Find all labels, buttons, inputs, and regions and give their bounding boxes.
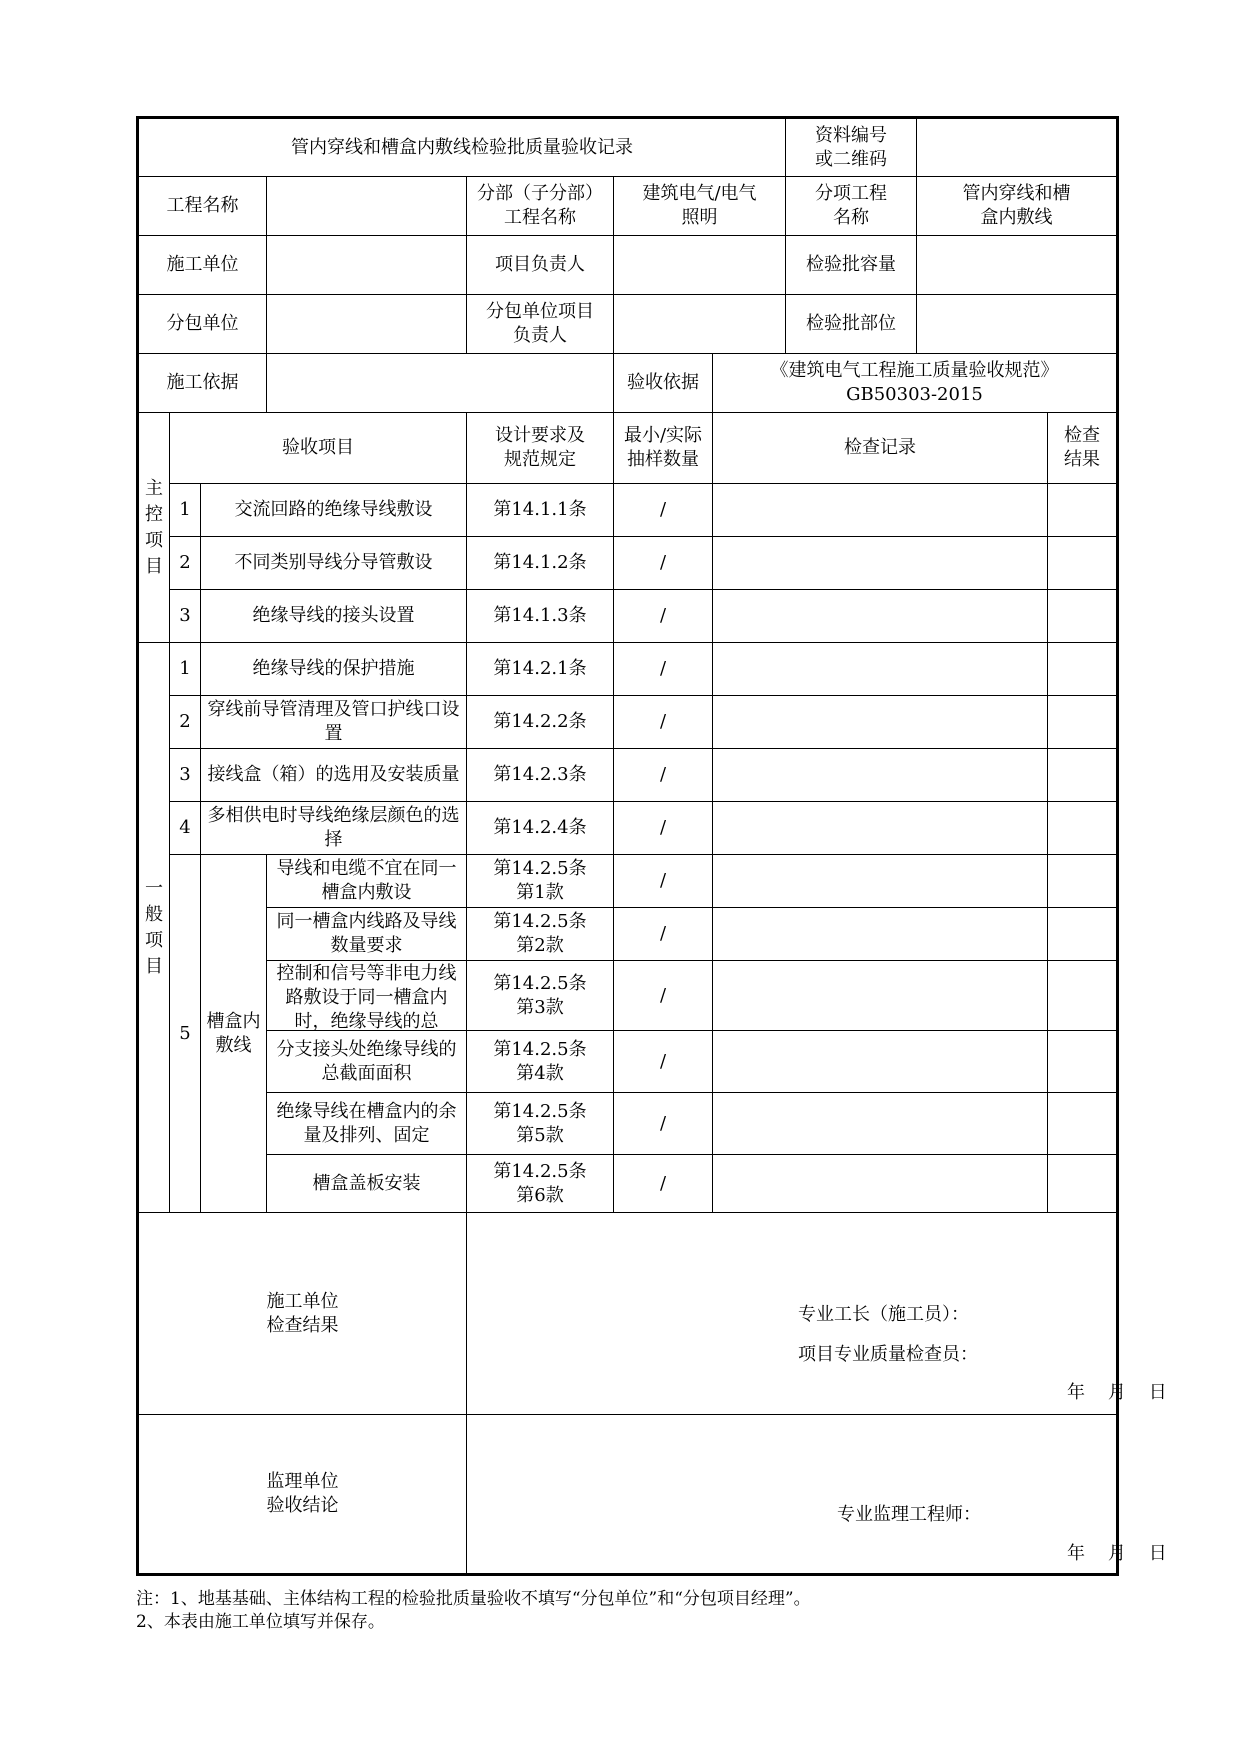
item-record-field[interactable] bbox=[713, 802, 1048, 855]
construction-basis-label: 施工依据 bbox=[138, 354, 267, 413]
item-result-field[interactable] bbox=[1048, 855, 1118, 908]
footnotes bbox=[136, 1588, 811, 1634]
contractor-check-field[interactable] bbox=[467, 1213, 1167, 1415]
code-label: 资料编号 或二维码 bbox=[786, 118, 917, 177]
item-sample[interactable]: / bbox=[614, 590, 713, 643]
subitem-label: 分项工程 名称 bbox=[786, 177, 917, 236]
item-result-field[interactable] bbox=[1048, 802, 1118, 855]
subcontractor-field[interactable] bbox=[267, 295, 467, 354]
division-label: 分部（子分部） 工程名称 bbox=[467, 177, 614, 236]
item-spec: 第14.2.5条 第3款 bbox=[467, 961, 614, 1031]
item-sample[interactable]: / bbox=[614, 749, 713, 802]
table-row bbox=[138, 537, 1118, 590]
item-spec: 第14.2.5条 第5款 bbox=[467, 1093, 614, 1155]
inspection-record-table bbox=[136, 116, 1167, 1576]
column-header-result: 检查 结果 bbox=[1048, 413, 1118, 484]
item-name: 槽盒盖板安装 bbox=[267, 1155, 467, 1213]
batch-location-field[interactable] bbox=[917, 295, 1118, 354]
table-row bbox=[138, 696, 1118, 749]
item-sample[interactable]: / bbox=[614, 855, 713, 908]
item-result-field[interactable] bbox=[1048, 1155, 1118, 1213]
item-result-field[interactable] bbox=[1048, 484, 1118, 537]
batch-location-label: 检验批部位 bbox=[786, 295, 917, 354]
item-sample[interactable]: / bbox=[614, 1093, 713, 1155]
item-spec: 第14.2.1条 bbox=[467, 643, 614, 696]
item-spec: 第14.2.2条 bbox=[467, 696, 614, 749]
item-spec: 第14.2.5条 第1款 bbox=[467, 855, 614, 908]
item-number: 1 bbox=[170, 643, 201, 696]
project-manager-label: 项目负责人 bbox=[467, 236, 614, 295]
item-number: 2 bbox=[170, 696, 201, 749]
item-spec: 第14.2.3条 bbox=[467, 749, 614, 802]
item-sample[interactable]: / bbox=[614, 961, 713, 1031]
acceptance-basis-label: 验收依据 bbox=[614, 354, 713, 413]
item-sample[interactable]: / bbox=[614, 643, 713, 696]
item-record-field[interactable] bbox=[713, 590, 1048, 643]
item-name: 分支接头处绝缘导线的总截面面积 bbox=[267, 1031, 467, 1093]
item-sample[interactable]: / bbox=[614, 484, 713, 537]
item-sample[interactable]: / bbox=[614, 537, 713, 590]
item-name: 同一槽盒内线路及导线数量要求 bbox=[267, 908, 467, 961]
item-sample[interactable]: / bbox=[614, 802, 713, 855]
sub-manager-field[interactable] bbox=[614, 295, 786, 354]
code-field[interactable] bbox=[917, 118, 1118, 177]
item-number: 3 bbox=[170, 749, 201, 802]
item-name: 导线和电缆不宜在同一槽盒内敷设 bbox=[267, 855, 467, 908]
form-title: 管内穿线和槽盒内敷线检验批质量验收记录 bbox=[138, 118, 786, 177]
subitem-value[interactable]: 管内穿线和槽 盒内敷线 bbox=[917, 177, 1118, 236]
item-record-field[interactable] bbox=[713, 855, 1048, 908]
engineer-signature-label: 专业监理工程师： bbox=[837, 1504, 981, 1525]
contractor-field[interactable] bbox=[267, 236, 467, 295]
division-value[interactable]: 建筑电气/电气 照明 bbox=[614, 177, 786, 236]
item-number: 2 bbox=[170, 537, 201, 590]
project-manager-field[interactable] bbox=[614, 236, 786, 295]
acceptance-basis-value: 《建筑电气工程施工质量验收规范》 GB50303-2015 bbox=[713, 354, 1118, 413]
item-result-field[interactable] bbox=[1048, 1031, 1118, 1093]
item-record-field[interactable] bbox=[713, 961, 1048, 1031]
supervisor-date-label: 年 月 日 bbox=[1067, 1543, 1167, 1564]
item-number: 1 bbox=[170, 484, 201, 537]
item-name: 控制和信号等非电力线路敷设于同一槽盒内时，绝缘导线的总 bbox=[267, 961, 467, 1031]
item-result-field[interactable] bbox=[1048, 696, 1118, 749]
item-spec: 第14.2.5条 第4款 bbox=[467, 1031, 614, 1093]
item-record-field[interactable] bbox=[713, 484, 1048, 537]
table-row bbox=[138, 643, 1118, 696]
item-record-field[interactable] bbox=[713, 696, 1048, 749]
item-spec: 第14.2.4条 bbox=[467, 802, 614, 855]
contractor-label: 施工单位 bbox=[138, 236, 267, 295]
construction-basis-field[interactable] bbox=[267, 354, 614, 413]
table-row bbox=[138, 908, 1118, 961]
item-spec: 第14.2.5条 第6款 bbox=[467, 1155, 614, 1213]
item-sample[interactable]: / bbox=[614, 696, 713, 749]
table-row bbox=[138, 1093, 1118, 1155]
project-name-label: 工程名称 bbox=[138, 177, 267, 236]
table-row bbox=[138, 1155, 1118, 1213]
item-name: 不同类别导线分导管敷设 bbox=[201, 537, 467, 590]
sub-manager-label: 分包单位项目 负责人 bbox=[467, 295, 614, 354]
footnote-2: 2、本表由施工单位填写并保存。 bbox=[136, 1612, 385, 1632]
project-name-field[interactable] bbox=[267, 177, 467, 236]
item-name: 绝缘导线在槽盒内的余量及排列、固定 bbox=[267, 1093, 467, 1155]
item-record-field[interactable] bbox=[713, 908, 1048, 961]
item-record-field[interactable] bbox=[713, 537, 1048, 590]
item-name: 接线盒（箱）的选用及安装质量 bbox=[201, 749, 467, 802]
item-result-field[interactable] bbox=[1048, 961, 1118, 1031]
item-spec: 第14.1.2条 bbox=[467, 537, 614, 590]
item-result-field[interactable] bbox=[1048, 908, 1118, 961]
item-result-field[interactable] bbox=[1048, 1093, 1118, 1155]
contractor-date-label: 年 月 日 bbox=[1067, 1382, 1167, 1403]
item-spec: 第14.1.1条 bbox=[467, 484, 614, 537]
item-sample[interactable]: / bbox=[614, 1031, 713, 1093]
table-row bbox=[138, 855, 1118, 908]
item-number: 3 bbox=[170, 590, 201, 643]
subcontractor-label: 分包单位 bbox=[138, 295, 267, 354]
item-number: 4 bbox=[170, 802, 201, 855]
item-name: 穿线前导管清理及管口护线口设置 bbox=[201, 696, 467, 749]
foreman-signature-label: 专业工长（施工员）： bbox=[798, 1304, 969, 1325]
batch-capacity-label: 检验批容量 bbox=[786, 236, 917, 295]
supervisor-check-label: 监理单位 验收结论 bbox=[138, 1415, 467, 1575]
item-result-field[interactable] bbox=[1048, 537, 1118, 590]
item-spec: 第14.1.3条 bbox=[467, 590, 614, 643]
batch-capacity-field[interactable] bbox=[917, 236, 1118, 295]
item-result-field[interactable] bbox=[1048, 749, 1118, 802]
item-record-field[interactable] bbox=[713, 643, 1048, 696]
contractor-check-label: 施工单位 检查结果 bbox=[138, 1213, 467, 1415]
column-header-design: 设计要求及 规范规定 bbox=[467, 413, 614, 484]
item-record-field[interactable] bbox=[713, 1093, 1048, 1155]
item-name: 多相供电时导线绝缘层颜色的选择 bbox=[201, 802, 467, 855]
table-row bbox=[138, 590, 1118, 643]
footnote-1: 注：1、地基基础、主体结构工程的检验批质量验收不填写“分包单位”和“分包项目经理”。 bbox=[136, 1589, 811, 1609]
inspector-signature-label: 项目专业质量检查员： bbox=[798, 1344, 978, 1365]
table-row bbox=[138, 1031, 1118, 1093]
supervisor-check-field[interactable] bbox=[467, 1415, 1167, 1575]
table-row bbox=[138, 749, 1118, 802]
general-group-label: 一般项目 bbox=[138, 643, 170, 1213]
item-name: 绝缘导线的保护措施 bbox=[201, 643, 467, 696]
item-result-field[interactable] bbox=[1048, 643, 1118, 696]
item-name: 绝缘导线的接头设置 bbox=[201, 590, 467, 643]
column-header-item: 验收项目 bbox=[170, 413, 467, 484]
item-record-field[interactable] bbox=[713, 749, 1048, 802]
column-header-record: 检查记录 bbox=[713, 413, 1048, 484]
item-record-field[interactable] bbox=[713, 1031, 1048, 1093]
item-sample[interactable]: / bbox=[614, 1155, 713, 1213]
item-name: 交流回路的绝缘导线敷设 bbox=[201, 484, 467, 537]
item-record-field[interactable] bbox=[713, 1155, 1048, 1213]
main-control-group-label: 主控项目 bbox=[138, 413, 170, 643]
trough-group-label: 槽盒内 敷线 bbox=[201, 855, 267, 1213]
table-row bbox=[138, 802, 1118, 855]
table-row bbox=[138, 484, 1118, 537]
item-spec: 第14.2.5条 第2款 bbox=[467, 908, 614, 961]
table-row bbox=[138, 961, 1118, 1031]
item-sample[interactable]: / bbox=[614, 908, 713, 961]
item-result-field[interactable] bbox=[1048, 590, 1118, 643]
trough-group-number: 5 bbox=[170, 855, 201, 1213]
column-header-sample: 最小/实际 抽样数量 bbox=[614, 413, 713, 484]
